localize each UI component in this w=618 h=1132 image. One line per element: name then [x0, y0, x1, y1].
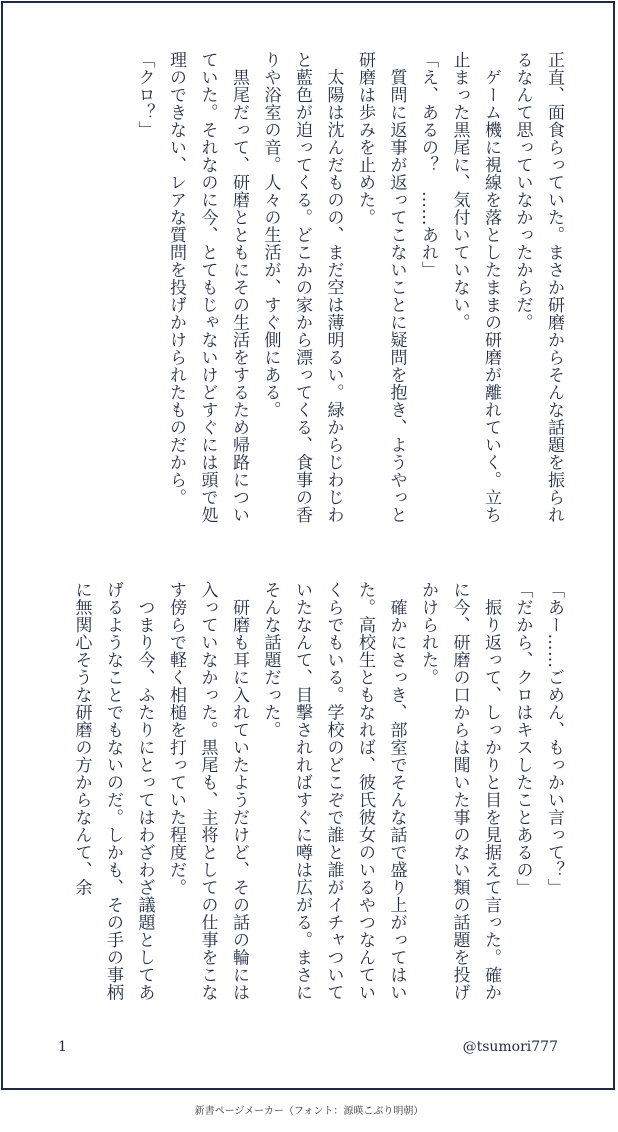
paragraph: 「だから、クロはキスしたことあるの」 — [512, 581, 533, 896]
text-column-bottom — [55, 581, 569, 1011]
paragraph: 「あー……ごめん、もっかい言って？」 — [544, 581, 564, 896]
text-column-top — [55, 51, 569, 531]
paragraph: 「え、あるの？ ……あれ」 — [418, 51, 438, 279]
page-number: 1 — [58, 1039, 67, 1055]
paragraph: つまり今、ふたりにとってはわざわざ議題としてあげるようなことでもないのだ。しかも、その手の事柄に無関心そうな研磨の方からなんて、余 — [71, 581, 155, 1001]
paragraph: 振り返って、しっかりと目を見据えて言った。確かに今、研磨の口からは聞いた事のない類の話題を投げかけられた。 — [418, 581, 501, 1001]
paragraph: 黒尾だって、研磨とともにその生活をするため帰路についていた。それなのに今、とてもじゃないけどすぐには頭で処理のできない、レアな質問を投げかけられたものだから。 — [166, 51, 249, 524]
paragraph: 研磨も耳に入れていたようだけど、その話の輪には入っていなかった。黒尾も、主将としての仕事をこなす傍らで軽く相槌を打っていた程度だ。 — [166, 581, 249, 1001]
author-handle: @tsumori777 — [462, 1039, 558, 1055]
paragraph: ゲーム機に視線を落としたままの研磨が離れていく。立ち止まった黒尾に、気付いていない。 — [449, 51, 501, 524]
footer-credit: 新書ページメーカー（フォント：源暎こぶり明朝） — [194, 1106, 424, 1117]
paragraph: 正直、面食らっていた。まさか研磨からそんな話題を振られるなんて思っていなかったからだ。 — [512, 51, 564, 524]
paragraph: 「クロ？」 — [134, 51, 155, 139]
paragraph: 確かにさっき、部室でそんな話で盛り上がってはいた。高校生ともなれば、彼氏彼女のいるやつなんていくらでもいる。学校のどこぞで誰と誰がイチャついていたなんて、目撃されればすぐに噂は広がる。まさにそんな話題だった。 — [260, 581, 407, 1001]
page-frame — [1, 1, 615, 1090]
paragraph: 太陽は沈んだものの、まだ空は薄明るい。緑からじわじわと藍色が迫ってくる。どこかの家から漂ってくる、食事の香りや浴室の音。人々の生活が、すぐ側にある。 — [260, 51, 344, 524]
paragraph: 質問に返事が返ってこないことに疑問を抱き、ようやっと研磨は歩みを止めた。 — [355, 51, 407, 524]
